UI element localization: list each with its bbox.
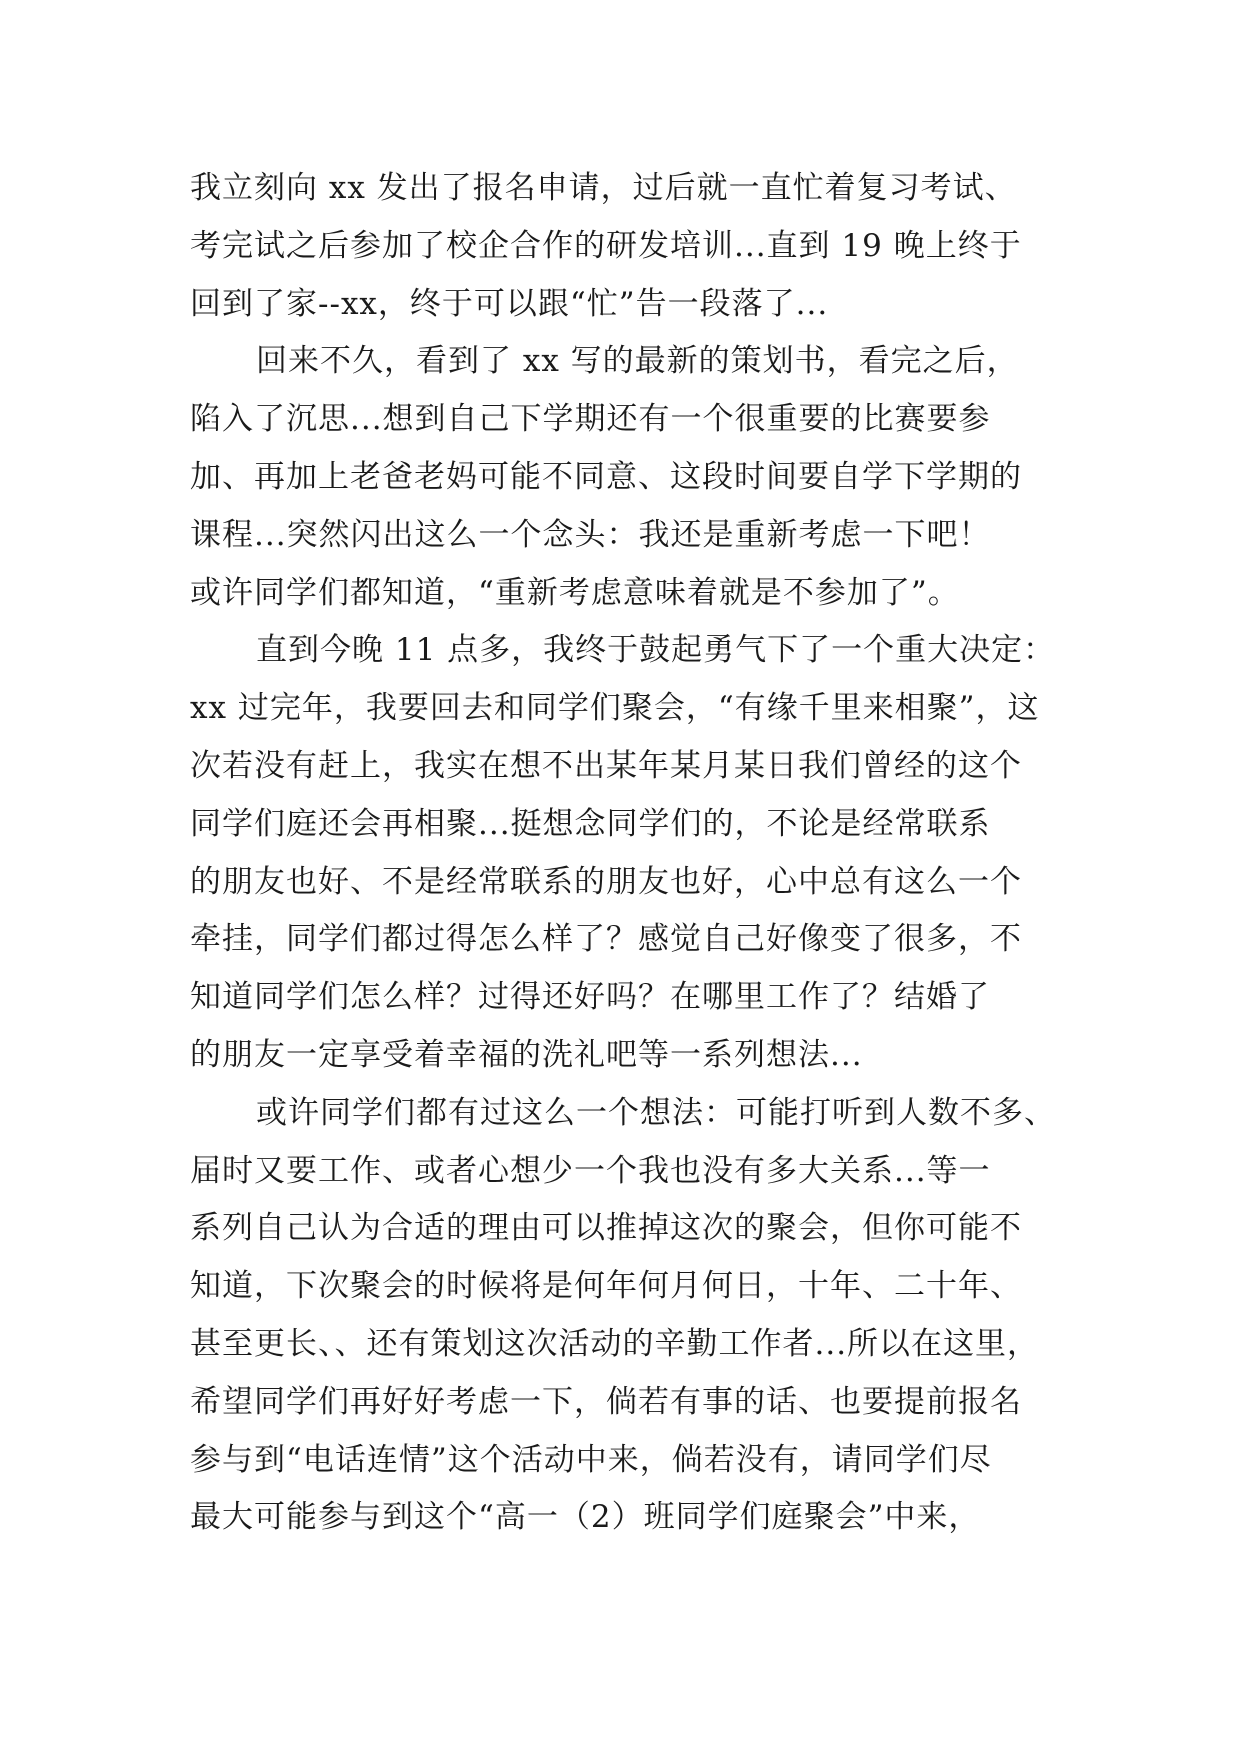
- text-line: 同学们庭还会再相聚...挺想念同学们的，不论是经常联系: [190, 805, 991, 842]
- text-line: 希望同学们再好好考虑一下，倘若有事的话、也要提前报名: [190, 1383, 1022, 1420]
- text-line: 知道同学们怎么样？过得还好吗？在哪里工作了？结婚了: [190, 979, 990, 1016]
- text-line: 届时又要工作、或者心想少一个我也没有多大关系...等一: [190, 1152, 991, 1189]
- text-line: 甚至更长、、还有策划这次活动的辛勤工作者...所以在这里，: [190, 1325, 1040, 1362]
- text-line: 我立刻向 xx 发出了报名申请，过后就一直忙着复习考试、: [190, 170, 1017, 206]
- text-line: 考完试之后参加了校企合作的研发培训...直到 19 晚上终于: [190, 227, 1022, 264]
- paragraph-start-line: 回来不久，看到了 xx 写的最新的策划书，看完之后，: [256, 343, 1019, 380]
- text-line: 牵挂，同学们都过得怎么样了？感觉自己好像变了很多，不: [190, 921, 1022, 958]
- body-text: [190, 160, 1056, 1547]
- paragraph-start-line: 或许同学们都有过这么一个想法：可能打听到人数不多、: [256, 1094, 1056, 1131]
- text-line: xx 过完年，我要回去和同学们聚会，“有缘千里来相聚”，这: [190, 690, 1040, 727]
- text-line: 回到了家--xx，终于可以跟“忙”告一段落了...: [190, 285, 829, 322]
- text-line: 最大可能参与到这个“高一（2）班同学们庭聚会”中来，: [190, 1499, 981, 1536]
- text-line: 参与到“电话连情”这个活动中来，倘若没有，请同学们尽: [190, 1441, 992, 1478]
- text-line: 课程...突然闪出这么一个念头：我还是重新考虑一下吧！: [190, 516, 991, 553]
- text-line: 加、再加上老爸老妈可能不同意、这段时间要自学下学期的: [190, 458, 1022, 495]
- text-line: 或许同学们都知道，“重新考虑意味着就是不参加了”。: [190, 574, 960, 611]
- text-line: 知道，下次聚会的时候将是何年何月何日，十年、二十年、: [190, 1268, 1022, 1305]
- paragraph-start-line: 直到今晚 11 点多，我终于鼓起勇气下了一个重大决定：: [256, 632, 1056, 669]
- text-line: 陷入了沉思...想到自己下学期还有一个很重要的比赛要参: [190, 401, 991, 438]
- text-line: 次若没有赶上，我实在想不出某年某月某日我们曾经的这个: [190, 747, 1022, 784]
- text-line: 的朋友一定享受着幸福的洗礼吧等一系列想法...: [190, 1036, 863, 1073]
- text-line: 的朋友也好、不是经常联系的朋友也好，心中总有这么一个: [190, 863, 1022, 900]
- text-line: 系列自己认为合适的理由可以推掉这次的聚会，但你可能不: [190, 1210, 1022, 1247]
